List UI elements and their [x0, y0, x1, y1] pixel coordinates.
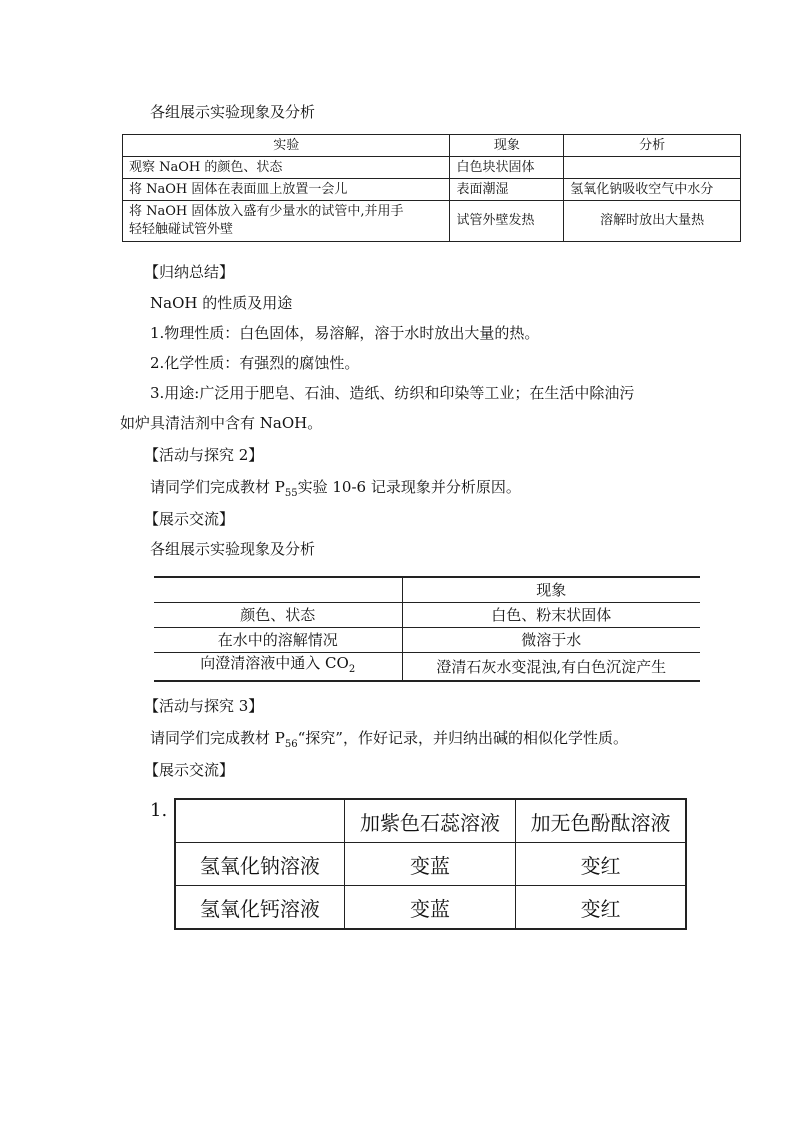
- exchange-heading: 【展示交流】: [144, 761, 235, 779]
- header-cell: [175, 799, 344, 843]
- header-cell: 分析: [564, 135, 741, 157]
- indicator-table: [174, 798, 687, 930]
- summary-item: 2.化学性质：有强烈的腐蚀性。: [150, 354, 360, 372]
- cell-text: 向澄清溶液中通入 CO: [200, 654, 349, 672]
- table-row: [154, 628, 700, 653]
- table-cell: 变红: [516, 886, 686, 930]
- header-cell: 现象: [402, 577, 700, 603]
- summary-item-continued: 如炉具清洁剂中含有 NaOH。: [120, 414, 323, 432]
- table-cell: 溶解时放出大量热: [564, 201, 741, 242]
- table-cell: 表面潮湿: [450, 179, 564, 201]
- table-cell: 将 NaOH 固体在表面皿上放置一会儿: [123, 179, 450, 201]
- table-cell: 微溶于水: [402, 628, 700, 653]
- table-cell: 观察 NaOH 的颜色、状态: [123, 157, 450, 179]
- header-cell: [154, 577, 402, 603]
- table-cell: 变红: [516, 843, 686, 886]
- table-header-row: [123, 135, 741, 157]
- page-number: 55: [284, 488, 298, 499]
- page-number: 56: [284, 739, 298, 750]
- table-row: [154, 653, 700, 682]
- activity-text: [150, 477, 521, 504]
- table-row: [123, 179, 741, 201]
- table-row: [175, 886, 686, 930]
- summary-subtitle: NaOH 的性质及用途: [150, 294, 293, 312]
- summary-heading: 【归纳总结】: [144, 263, 235, 281]
- table-cell: 氢氧化钠吸收空气中水分: [564, 179, 741, 201]
- list-number: 1.: [150, 800, 168, 821]
- subscript: 2: [348, 664, 356, 675]
- activity-text-part: “探究”，作好记录，并归纳出碱的相似化学性质。: [297, 729, 628, 747]
- table-cell: [564, 157, 741, 179]
- activity-heading: 【活动与探究 2】: [144, 446, 264, 464]
- table-header-row: [154, 577, 700, 603]
- table-header-row: [175, 799, 686, 843]
- summary-item: 3.用途:广泛用于肥皂、石油、造纸、纺织和印染等工业；在生活中除油污: [150, 384, 635, 402]
- summary-item: 1.物理性质：白色固体，易溶解，溶于水时放出大量的热。: [150, 324, 540, 342]
- table-cell: [154, 653, 402, 682]
- cell-line: 将 NaOH 固体放入盛有少量水的试管中,并用手: [129, 204, 404, 219]
- experiment-table: [122, 134, 741, 242]
- section-title: 各组展示实验现象及分析: [150, 103, 316, 121]
- table-row: [123, 157, 741, 179]
- table-cell: 氢氧化钠溶液: [175, 843, 344, 886]
- table-cell: 在水中的溶解情况: [154, 628, 402, 653]
- table-cell: 澄清石灰水变混浊,有白色沉淀产生: [402, 653, 700, 682]
- cell-line: 轻轻触碰试管外壁: [129, 222, 234, 237]
- table-row: [123, 201, 741, 242]
- table-cell: 变蓝: [344, 843, 515, 886]
- calcium-hydroxide-table: [154, 576, 700, 682]
- exchange-title: 各组展示实验现象及分析: [150, 540, 316, 558]
- header-cell: 加无色酚酞溶液: [516, 799, 686, 843]
- table-cell: [123, 201, 450, 242]
- header-cell: 现象: [450, 135, 564, 157]
- header-cell: 实验: [123, 135, 450, 157]
- table-cell: 颜色、状态: [154, 603, 402, 628]
- activity-text: [150, 728, 628, 755]
- exchange-heading: 【展示交流】: [144, 510, 235, 528]
- activity-text-part: 请同学们完成教材 P: [150, 478, 285, 496]
- activity-text-part: 请同学们完成教材 P: [150, 729, 285, 747]
- activity-heading: 【活动与探究 3】: [144, 697, 264, 715]
- table-cell: 变蓝: [344, 886, 515, 930]
- table-cell: 氢氧化钙溶液: [175, 886, 344, 930]
- header-cell: 加紫色石蕊溶液: [344, 799, 515, 843]
- activity-text-part: 实验 10-6 记录现象并分析原因。: [297, 478, 521, 496]
- table-row: [175, 843, 686, 886]
- table-row: [154, 603, 700, 628]
- table-cell: 白色、粉末状固体: [402, 603, 700, 628]
- table-cell: 试管外壁发热: [450, 201, 564, 242]
- table-cell: 白色块状固体: [450, 157, 564, 179]
